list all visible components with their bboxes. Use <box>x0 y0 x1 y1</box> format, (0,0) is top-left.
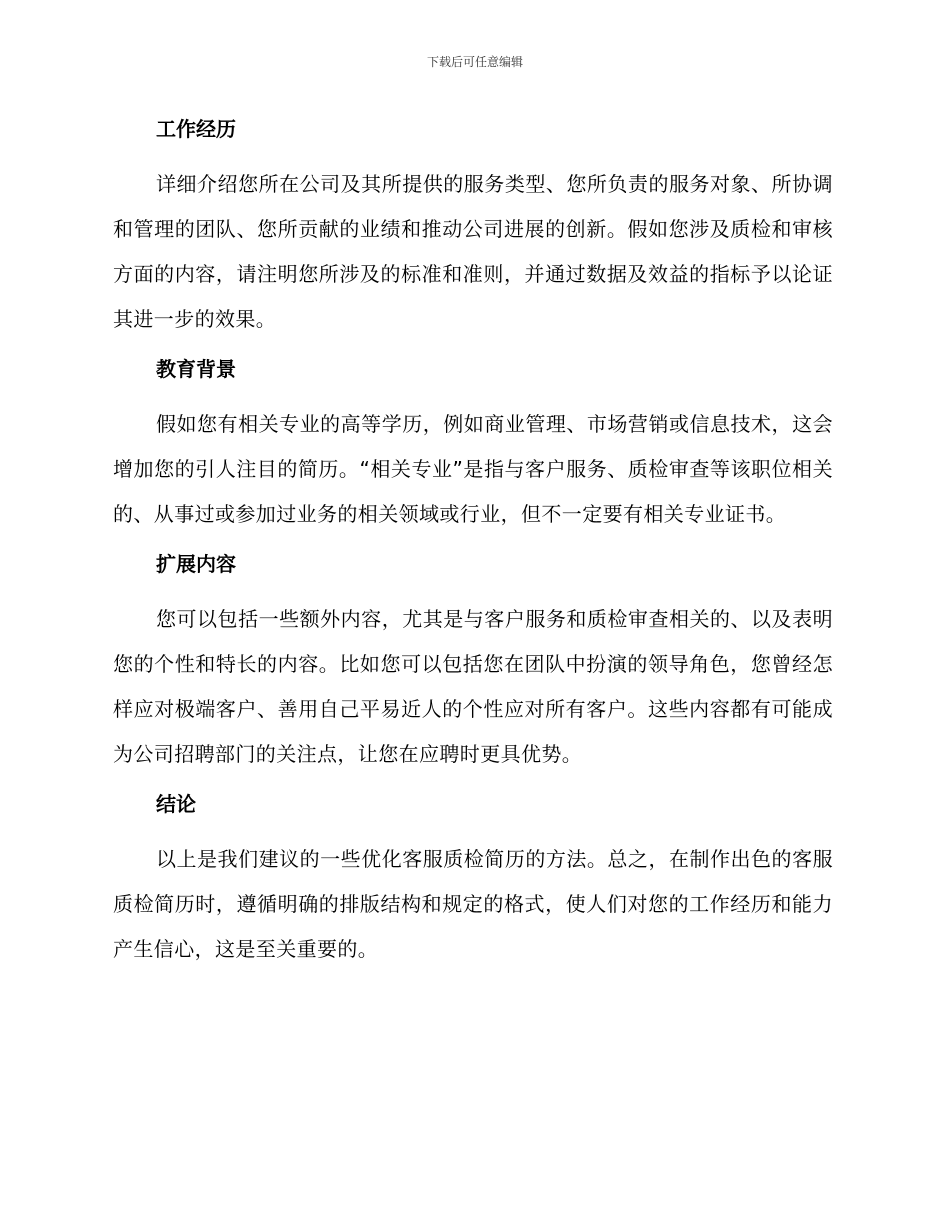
section-education <box>113 352 833 537</box>
section-heading: 扩展内容 <box>156 552 236 576</box>
section-heading: 结论 <box>156 792 196 816</box>
section-paragraph: 您可以包括一些额外内容，尤其是与客户服务和质检审查相关的、以及表明您的个性和特长的内容。比如您可以包括您在团队中扮演的领导角色，您曾经怎样应对极端客户、善用自己平易近人的个性应对所有客户。这些内容都有可能成为公司招聘部门的关注点，让您在应聘时更具优势。 <box>113 607 833 766</box>
section-heading: 教育背景 <box>156 357 236 381</box>
section-conclusion <box>113 787 833 972</box>
section-heading: 工作经历 <box>156 117 236 141</box>
document-body <box>113 112 833 972</box>
section-extended-content <box>113 547 833 777</box>
section-paragraph: 详细介绍您所在公司及其所提供的服务类型、您所负责的服务对象、所协调和管理的团队、您所贡献的业绩和推动公司进展的创新。假如您涉及质检和审核方面的内容，请注明您所涉及的标准和准则，并通过数据及效益的指标予以论证其进一步的效果。 <box>113 172 833 331</box>
section-work-experience <box>113 112 833 342</box>
section-paragraph: 假如您有相关专业的高等学历，例如商业管理、市场营销或信息技术，这会增加您的引人注目的简历。“相关专业”是指与客户服务、质检审查等该职位相关的、从事过或参加过业务的相关领域或行业，但不一定要有相关专业证书。 <box>113 412 833 526</box>
page-header: 下载后可任意编辑 <box>426 55 523 69</box>
section-paragraph: 以上是我们建议的一些优化客服质检简历的方法。总之，在制作出色的客服质检简历时，遵循明确的排版结构和规定的格式，使人们对您的工作经历和能力产生信心，这是至关重要的。 <box>113 847 833 961</box>
